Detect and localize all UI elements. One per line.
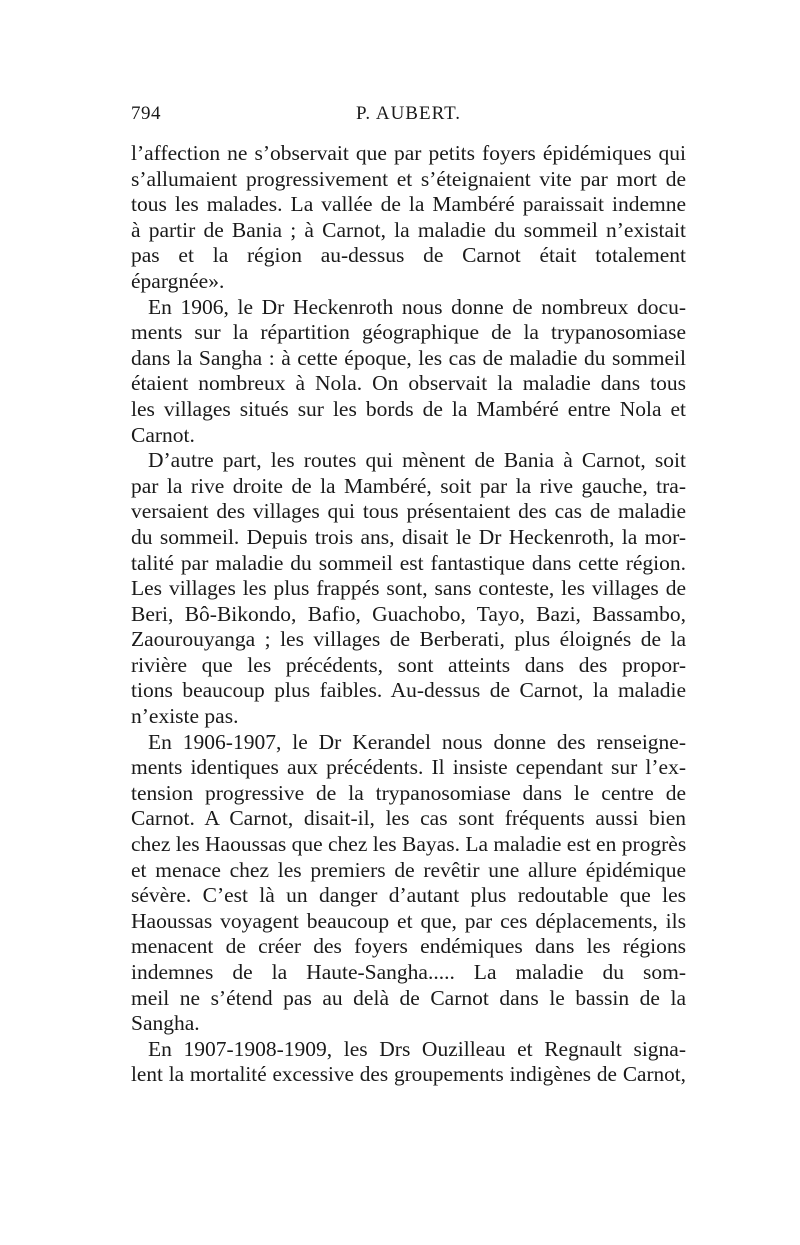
text-line: Haoussas voyagent beaucoup et que, par ces déplacements, ils [131, 908, 686, 933]
text-line: tous les malades. La vallée de la Mambéré paraissait indemne [131, 192, 686, 217]
text-line: menacent de créer des foyers endémiques dans les régions [131, 934, 686, 959]
text-line: ments identiques aux précédents. Il insiste cependant sur l’ex- [131, 755, 686, 780]
text-line: Sangha. [131, 1011, 200, 1036]
text-line: à partir de Bania ; à Carnot, la maladie du sommeil n’existait [131, 217, 686, 242]
text-line: les villages situés sur les bords de la Mambéré entre Nola et [131, 396, 686, 421]
text-line: En 1907-1908-1909, les Drs Ouzilleau et Regnault signa- [148, 1036, 686, 1061]
text-line: chez les Haoussas que chez les Bayas. La maladie est en progrès [131, 832, 687, 857]
text-line: par la rive droite de la Mambéré, soit par la rive gauche, tra- [131, 473, 686, 498]
text-line: Les villages les plus frappés sont, sans conteste, les villages de [131, 576, 686, 601]
text-line: épargnée». [131, 268, 225, 293]
text-line: étaient nombreux à Nola. On observait la maladie dans tous [131, 371, 686, 396]
text-line: Zaourouyanga ; les villages de Berberati, plus éloignés de la [131, 627, 686, 652]
text-line: n’existe pas. [131, 704, 239, 729]
text-line: Beri, Bô-Bikondo, Bafio, Guachobo, Tayo, Bazi, Bassambo, [131, 601, 686, 626]
text-line: ments sur la répartition géographique de la trypanosomiase [131, 320, 686, 345]
text-line: tension progressive de la trypanosomiase dans le centre de [131, 780, 686, 805]
text-line: dans la Sangha : à cette époque, les cas de maladie du sommeil [131, 345, 686, 370]
text-line: lent la mortalité excessive des groupements indigènes de Carnot, [131, 1062, 686, 1087]
running-head: P. AUBERT. [355, 103, 462, 124]
text-line: sévère. C’est là un danger d’autant plus redoutable que les [131, 883, 686, 908]
text-line: pas et la région au-dessus de Carnot était totalement [131, 243, 686, 268]
text-line: D’autre part, les routes qui mènent de Bania à Carnot, soit [148, 448, 686, 473]
text-line: Carnot. [131, 422, 195, 447]
text-line: et menace chez les premiers de revêtir une allure épidémique [131, 857, 686, 882]
text-line: indemnes de la Haute-Sangha..... La maladie du som- [131, 960, 686, 984]
text-line: talité par maladie du sommeil est fantastique dans cette région. [131, 550, 686, 575]
text-line: rivière que les précédents, sont atteints dans des propor- [131, 652, 686, 677]
body-text [131, 141, 686, 1088]
text-line: tions beaucoup plus faibles. Au-dessus de Carnot, la maladie [131, 678, 686, 703]
page-number: 794 [131, 103, 161, 124]
text-line: versaient des villages qui tous présentaient des cas de maladie [131, 499, 686, 524]
text-line: meil ne s’étend pas au delà de Carnot dans le bassin de la [131, 985, 686, 1010]
text-line: l’affection ne s’observait que par petits foyers épidémiques qui [131, 141, 686, 165]
text-line: En 1906, le Dr Heckenroth nous donne de nombreux docu- [148, 294, 686, 319]
text-line: s’allumaient progressivement et s’éteignaient vite par mort de [131, 166, 686, 191]
text-line: du sommeil. Depuis trois ans, disait le Dr Heckenroth, la mor- [131, 524, 686, 549]
page-header [131, 103, 686, 133]
text-line: Carnot. A Carnot, disait-il, les cas sont fréquents aussi bien [131, 806, 686, 831]
text-line: En 1906-1907, le Dr Kerandel nous donne des renseigne- [148, 729, 686, 754]
